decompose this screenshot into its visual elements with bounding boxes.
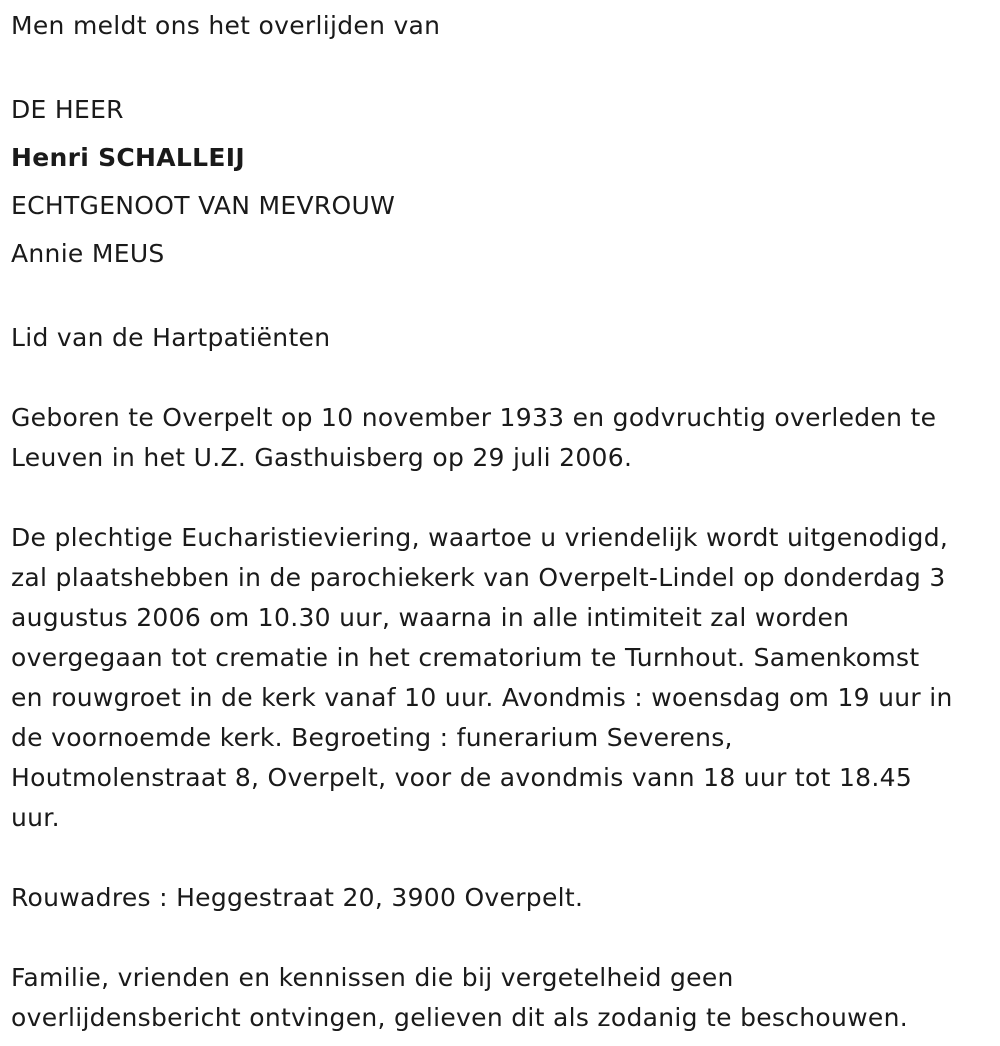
paragraph-line: Leuven in het U.Z. Gasthuisberg op 29 juli 2006.	[11, 443, 633, 472]
membership-text: Lid van de Hartpatiënten	[11, 323, 331, 352]
spacer	[11, 358, 991, 398]
spouse-label: ECHTGENOOT VAN MEVROUW	[11, 191, 396, 220]
paragraph-line: Familie, vrienden en kennissen die bij vergetelheid geen	[11, 963, 734, 992]
paragraph-line: Geboren te Overpelt op 10 november 1933 en godvruchtig overleden te	[11, 403, 937, 432]
ceremony-paragraph	[11, 518, 991, 838]
paragraph-line: de voornoemde kerk. Begroeting : funerarium Severens,	[11, 723, 733, 752]
spacer	[11, 478, 991, 518]
spouse-name: Annie MEUS	[11, 239, 165, 268]
paragraph-line: overlijdensbericht ontvingen, gelieven dit als zodanig te beschouwen.	[11, 1003, 908, 1032]
paragraph-line: augustus 2006 om 10.30 uur, waarna in alle intimiteit zal worden	[11, 603, 850, 632]
intro-text: Men meldt ons het overlijden van	[11, 11, 441, 40]
birth-death-paragraph	[11, 398, 991, 478]
spacer	[11, 278, 991, 318]
spacer	[11, 918, 991, 958]
closing-paragraph	[11, 958, 991, 1038]
paragraph-line: zal plaatshebben in de parochiekerk van Overpelt-Lindel op donderdag 3	[11, 563, 946, 592]
address-text: Rouwadres : Heggestraat 20, 3900 Overpelt.	[11, 883, 584, 912]
spacer	[11, 46, 991, 86]
paragraph-line: en rouwgroet in de kerk vanaf 10 uur. Avondmis : woensdag om 19 uur in	[11, 683, 953, 712]
paragraph-line: overgegaan tot crematie in het crematorium te Turnhout. Samenkomst	[11, 643, 920, 672]
paragraph-line: De plechtige Eucharistieviering, waartoe u vriendelijk wordt uitgenodigd,	[11, 523, 949, 552]
death-notice	[11, 6, 991, 1038]
spacer	[11, 838, 991, 878]
title-text: DE HEER	[11, 95, 124, 124]
paragraph-line: uur.	[11, 803, 60, 832]
deceased-name: Henri SCHALLEIJ	[11, 143, 245, 172]
paragraph-line: Houtmolenstraat 8, Overpelt, voor de avondmis vann 18 uur tot 18.45	[11, 763, 913, 792]
